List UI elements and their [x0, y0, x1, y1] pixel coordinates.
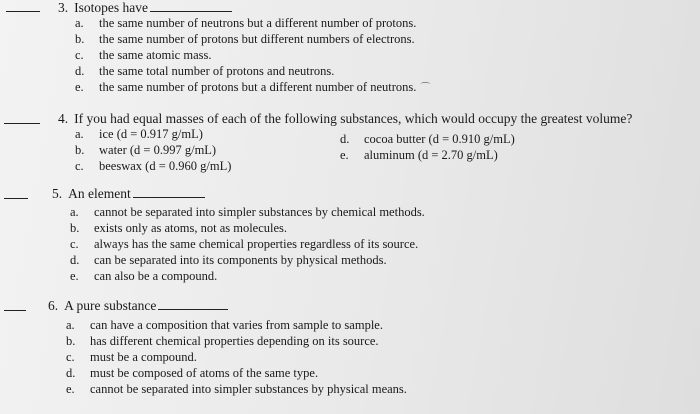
option-c: [75, 159, 231, 174]
option-text: the same total number of protons and neutrons.: [99, 64, 335, 78]
option-letter: d.: [75, 64, 85, 78]
option-text: cannot be separated into simpler substances by chemical methods.: [94, 205, 425, 219]
option-d: [70, 253, 387, 268]
option-letter: d.: [66, 366, 76, 380]
option-letter: b.: [66, 334, 76, 348]
option-letter: d.: [70, 253, 80, 267]
option-e: [66, 382, 407, 397]
option-text: must be a compound.: [90, 350, 197, 364]
option-text: must be composed of atoms of the same type.: [90, 366, 319, 380]
option-a: [75, 16, 416, 31]
option-letter: c.: [66, 350, 75, 364]
option-d: [340, 132, 515, 147]
option-d: [66, 366, 318, 381]
option-letter: e.: [75, 80, 84, 94]
question-text: A pure substance: [64, 298, 157, 313]
option-b: [75, 143, 216, 158]
option-letter: c.: [70, 237, 79, 251]
option-text: beeswax (d = 0.960 g/mL): [99, 159, 232, 173]
option-text: cocoa butter (d = 0.910 g/mL): [364, 132, 515, 146]
option-letter: a.: [75, 127, 84, 141]
option-text: has different chemical properties depending on its source.: [90, 334, 379, 348]
option-c: [66, 350, 197, 365]
option-c: [70, 237, 418, 252]
option-letter: b.: [70, 221, 80, 235]
answer-blank[interactable]: [4, 198, 28, 199]
option-a: [75, 127, 203, 142]
question-number: 6.: [48, 298, 59, 313]
option-text: ice (d = 0.917 g/mL): [99, 127, 203, 141]
option-a: [70, 205, 425, 220]
option-text: always has the same chemical properties regardless of its source.: [94, 237, 419, 251]
option-text: the same number of protons but different numbers of electrons.: [99, 32, 415, 46]
question-stem: [52, 186, 205, 201]
option-c: [75, 48, 211, 63]
option-text: exists only as atoms, not as molecules.: [94, 221, 288, 235]
question-text: If you had equal masses of each of the following substances, which would occupy the greatest volume?: [74, 111, 633, 126]
option-letter: d.: [340, 132, 350, 146]
stem-blank: [133, 187, 205, 198]
question-number: 3.: [58, 0, 69, 15]
option-text: water (d = 0.997 g/mL): [99, 143, 217, 157]
option-letter: a.: [66, 318, 75, 332]
question-stem: [48, 298, 228, 313]
stem-blank: [150, 1, 232, 12]
option-b: [70, 221, 287, 236]
option-letter: b.: [75, 143, 85, 157]
pencil-mark-icon: ⌒: [420, 83, 431, 94]
option-letter: e.: [66, 382, 75, 396]
option-letter: e.: [70, 269, 79, 283]
option-letter: a.: [70, 205, 79, 219]
question-text: Isotopes have: [74, 0, 148, 15]
answer-blank[interactable]: [4, 123, 40, 124]
answer-blank[interactable]: [6, 11, 40, 12]
option-text: can also be a compound.: [94, 269, 218, 283]
option-text: can be separated into its components by physical methods.: [94, 253, 387, 267]
option-e: [70, 269, 217, 284]
option-letter: b.: [75, 32, 85, 46]
option-text: the same number of neutrons but a different number of protons.: [99, 16, 417, 30]
answer-blank[interactable]: [4, 310, 26, 311]
option-d: [75, 64, 334, 79]
question-number: 4.: [58, 111, 69, 126]
option-letter: c.: [75, 159, 84, 173]
option-text: aluminum (d = 2.70 g/mL): [364, 148, 498, 162]
option-text: the same atomic mass.: [99, 48, 212, 62]
option-e: [75, 80, 430, 96]
option-letter: a.: [75, 16, 84, 30]
question-stem: [58, 0, 232, 15]
option-text: can have a composition that varies from sample to sample.: [90, 318, 383, 332]
question-stem: [58, 111, 632, 126]
option-b: [66, 334, 379, 349]
option-b: [75, 32, 415, 47]
option-a: [66, 318, 383, 333]
option-letter: c.: [75, 48, 84, 62]
option-letter: e.: [340, 148, 349, 162]
question-number: 5.: [52, 186, 63, 201]
option-text: cannot be separated into simpler substances by physical means.: [90, 382, 407, 396]
stem-blank: [158, 299, 228, 310]
question-text: An element: [68, 186, 131, 201]
option-e: [340, 148, 498, 163]
option-text: the same number of protons but a different number of neutrons.: [99, 80, 417, 94]
